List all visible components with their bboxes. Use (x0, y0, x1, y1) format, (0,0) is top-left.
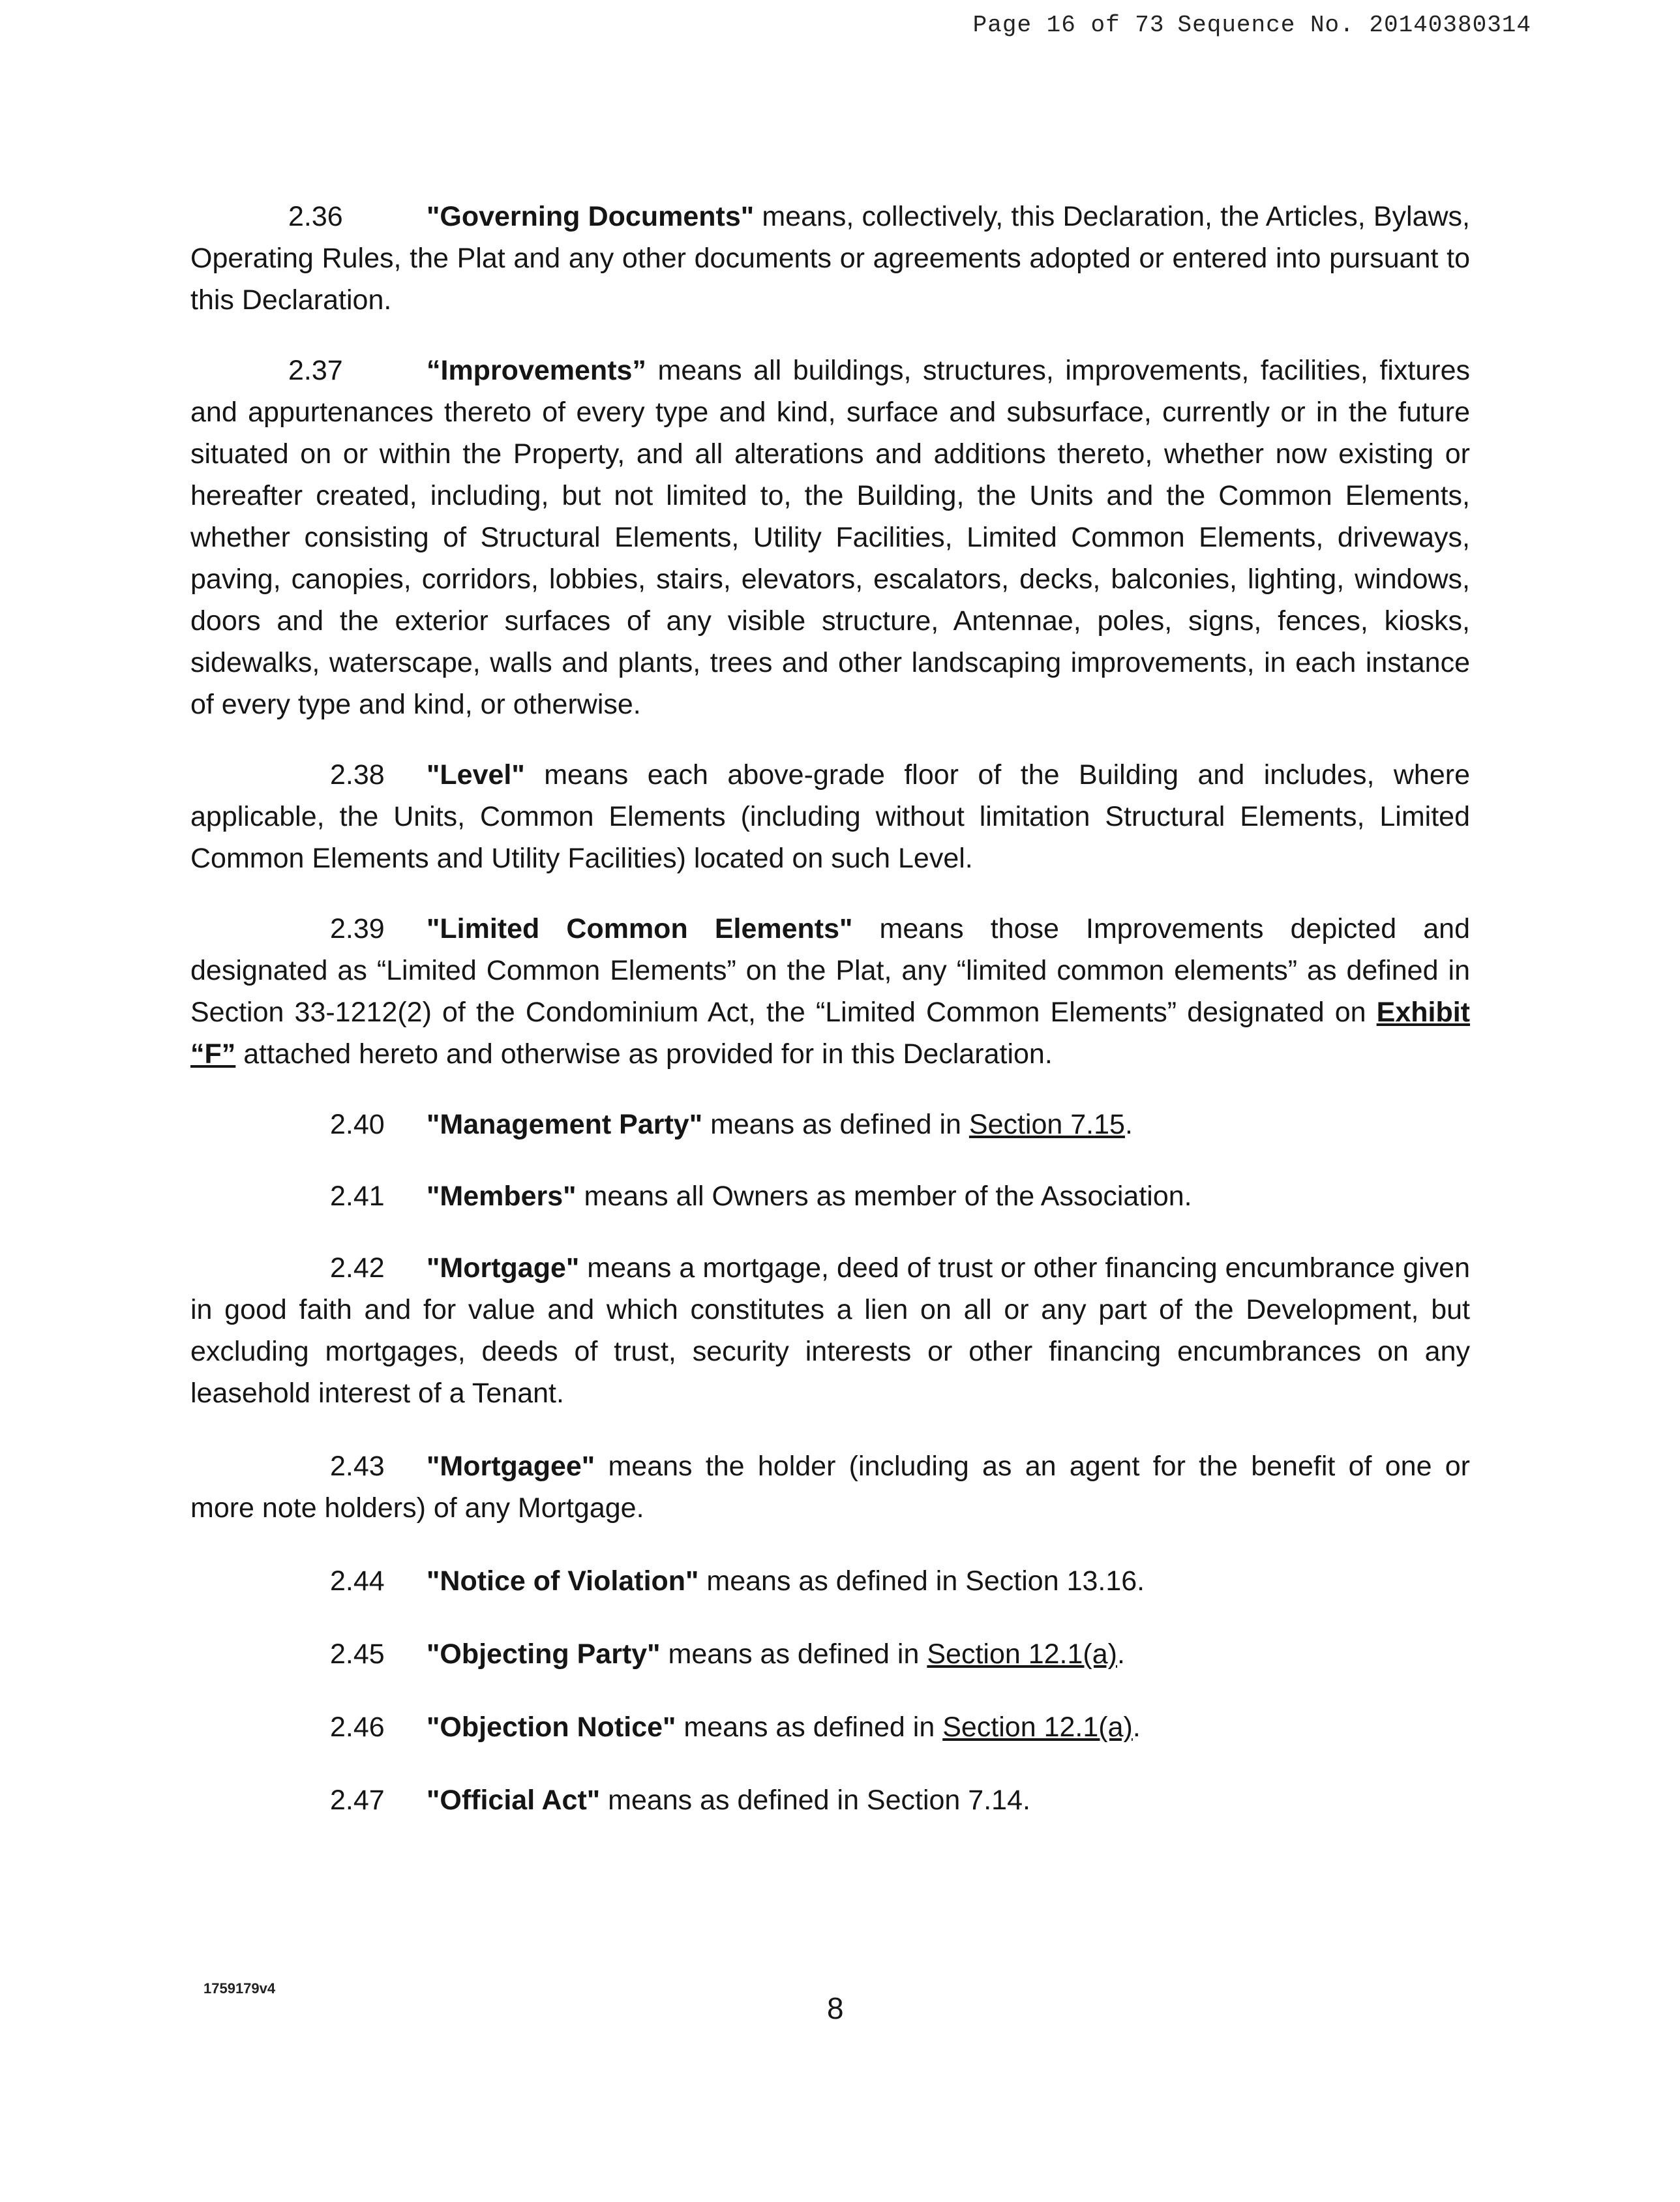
defined-term: "Mortgagee" (427, 1451, 595, 1482)
section-number: 2.41 (330, 1181, 385, 1212)
defined-term: "Objecting Party" (427, 1638, 661, 1670)
definition-text-continued: . (1124, 1109, 1133, 1140)
definition-2-36 (190, 196, 1470, 321)
definition-text: means as defined in Section 13.16. (698, 1565, 1145, 1597)
section-number: 2.38 (330, 759, 385, 791)
section-number: 2.45 (330, 1638, 385, 1670)
definition-text: means those Improvements depicted and designated as “Limited Common Elements” on the Plat, any “limited common elements” as defined in Section 33-1212(2) of the Condominium Act, the “Limited Common Elements” designated on (190, 913, 1470, 1028)
section-number: 2.42 (330, 1252, 385, 1284)
section-number: 2.43 (330, 1451, 385, 1482)
defined-term: "Limited Common Elements" (427, 913, 853, 944)
definition-2-41 (190, 1175, 1470, 1217)
definition-text: means as defined in (702, 1109, 969, 1140)
defined-term: "Objection Notice" (427, 1712, 676, 1743)
sequence-number-label: Sequence No. 20140380314 (1177, 12, 1531, 38)
defined-term: "Official Act" (427, 1785, 601, 1816)
page-number: 8 (827, 1991, 844, 2025)
definition-2-42 (190, 1247, 1470, 1414)
page-header (973, 12, 1531, 38)
defined-term: "Management Party" (427, 1109, 703, 1140)
document-body (190, 196, 1470, 1821)
definition-text: means as defined in (660, 1638, 927, 1670)
page-count-label: Page 16 of 73 (972, 12, 1165, 38)
defined-term: "Level" (427, 759, 525, 791)
exhibit-reference: Exhibit “F” (190, 997, 1470, 1070)
defined-term: "Members" (427, 1181, 577, 1212)
section-reference: Section 12.1(a) (942, 1712, 1133, 1743)
definition-text: means as defined in (676, 1712, 943, 1743)
definition-text: means all buildings, structures, improvements, facilities, fixtures and appurtenances thereto of every type and kind, surface and subsurface, currently or in the future situated on or within the Property, and all alterations and additions thereto, whether now existing or hereafter created, including, but not limited to, the Building, the Units and the Common Elements, whether consisting of Structural Elements, Utility Facilities, Limited Common Elements, driveways, paving, canopies, corridors, lobbies, stairs, elevators, escalators, decks, balconies, lighting, windows, doors and the exterior surfaces of any visible structure, Antennae, poles, signs, fences, kiosks, sidewalks, waterscape, walls and plants, trees and other landscaping improvements, in each instance of every type and kind, or otherwise. (190, 355, 1470, 720)
definition-2-38 (190, 754, 1470, 879)
definition-text: means all Owners as member of the Association. (576, 1181, 1192, 1212)
definition-text-continued: attached hereto and otherwise as provided for in this Declaration. (235, 1038, 1053, 1070)
definition-text: means each above-grade floor of the Building and includes, where applicable, the Units, Common Elements (including without limitation Structural Elements, Limited Common Elements and Utility Facilities) located on such Level. (190, 759, 1470, 874)
section-number: 2.46 (330, 1712, 385, 1743)
definition-text: means as defined in Section 7.14. (600, 1785, 1030, 1816)
definition-2-47 (190, 1779, 1470, 1821)
definition-text-continued: . (1132, 1712, 1141, 1743)
definition-text: means a mortgage, deed of trust or other financing encumbrance given in good faith and for value and which constitutes a lien on all or any part of the Development, but excluding mortgages, deeds of trust, security interests or other financing encumbrances on any leasehold interest of a Tenant. (190, 1252, 1470, 1409)
defined-term: "Mortgage" (427, 1252, 580, 1284)
document-id: 1759179v4 (203, 1980, 276, 1997)
section-reference: Section 7.15 (968, 1109, 1125, 1140)
definition-2-46 (190, 1706, 1470, 1748)
section-number: 2.37 (288, 355, 343, 386)
definition-2-39 (190, 908, 1470, 1075)
definition-2-45 (190, 1633, 1470, 1675)
defined-term: "Notice of Violation" (427, 1565, 699, 1597)
section-number: 2.36 (288, 201, 343, 232)
definition-text-continued: . (1117, 1638, 1125, 1670)
definition-2-40 (190, 1104, 1470, 1145)
section-number: 2.39 (330, 913, 385, 944)
defined-term: “Improvements” (427, 355, 646, 386)
definition-2-43 (190, 1445, 1470, 1529)
section-number: 2.44 (330, 1565, 385, 1597)
section-number: 2.40 (330, 1109, 385, 1140)
definition-2-37 (190, 350, 1470, 725)
defined-term: "Governing Documents" (427, 201, 755, 232)
section-reference: Section 12.1(a) (927, 1638, 1117, 1670)
definition-2-44 (190, 1560, 1470, 1602)
definition-text: means, collectively, this Declaration, the Articles, Bylaws, Operating Rules, the Plat and any other documents or agreements adopted or entered into pursuant to this Declaration. (190, 201, 1470, 316)
section-number: 2.47 (330, 1785, 385, 1816)
definition-text: means the holder (including as an agent for the benefit of one or more note holders) of any Mortgage. (190, 1451, 1470, 1524)
